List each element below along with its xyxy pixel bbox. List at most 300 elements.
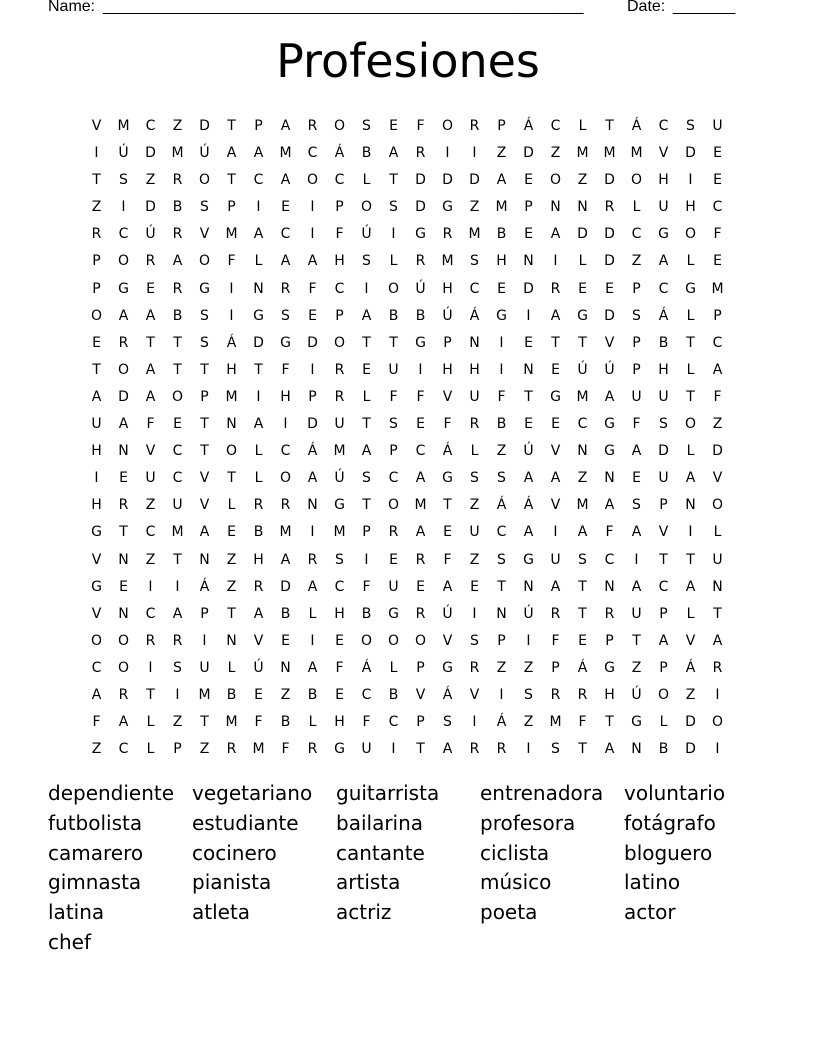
grid-letter[interactable]: B bbox=[172, 307, 183, 324]
grid-letter[interactable]: M bbox=[576, 388, 589, 405]
grid-letter[interactable]: I bbox=[175, 686, 180, 703]
grid-letter[interactable]: T bbox=[146, 334, 155, 351]
grid-letter[interactable]: M bbox=[549, 714, 562, 731]
grid-letter[interactable]: N bbox=[577, 443, 588, 460]
grid-letter[interactable]: I bbox=[553, 524, 558, 541]
grid-letter[interactable]: M bbox=[495, 199, 508, 216]
grid-letter[interactable]: A bbox=[307, 659, 318, 676]
grid-letter[interactable]: T bbox=[362, 416, 371, 433]
grid-letter[interactable]: Ú bbox=[442, 307, 453, 324]
grid-letter[interactable]: T bbox=[443, 497, 452, 514]
grid-letter[interactable]: H bbox=[226, 361, 237, 378]
grid-letter[interactable]: L bbox=[686, 443, 695, 460]
grid-letter[interactable]: Á bbox=[496, 714, 507, 731]
grid-letter[interactable]: G bbox=[334, 497, 345, 514]
grid-letter[interactable]: C bbox=[631, 226, 642, 243]
grid-letter[interactable]: N bbox=[523, 578, 534, 595]
grid-letter[interactable]: P bbox=[524, 199, 533, 216]
grid-letter[interactable]: A bbox=[550, 578, 561, 595]
grid-letter[interactable]: Ú bbox=[604, 361, 615, 378]
grid-letter[interactable]: V bbox=[199, 497, 210, 514]
grid-letter[interactable]: L bbox=[308, 714, 317, 731]
grid-letter[interactable]: A bbox=[118, 714, 129, 731]
grid-letter[interactable]: O bbox=[657, 686, 670, 703]
grid-letter[interactable]: Z bbox=[145, 172, 156, 189]
grid-letter[interactable]: P bbox=[227, 199, 236, 216]
grid-letter[interactable]: T bbox=[173, 361, 182, 378]
grid-letter[interactable]: C bbox=[145, 605, 156, 622]
grid-letter[interactable]: S bbox=[119, 172, 128, 189]
grid-letter[interactable]: D bbox=[604, 307, 615, 324]
grid-letter[interactable]: H bbox=[334, 714, 345, 731]
grid-letter[interactable]: B bbox=[253, 524, 264, 541]
grid-letter[interactable]: E bbox=[524, 226, 533, 243]
grid-letter[interactable]: S bbox=[659, 416, 668, 433]
grid-letter[interactable]: F bbox=[227, 253, 236, 270]
grid-letter[interactable]: B bbox=[361, 605, 372, 622]
grid-letter[interactable]: R bbox=[550, 686, 561, 703]
grid-letter[interactable]: A bbox=[361, 443, 372, 460]
grid-letter[interactable]: D bbox=[307, 334, 318, 351]
grid-letter[interactable]: R bbox=[172, 226, 183, 243]
grid-letter[interactable]: M bbox=[171, 145, 184, 162]
grid-letter[interactable]: E bbox=[92, 334, 101, 351]
grid-letter[interactable]: P bbox=[362, 524, 371, 541]
grid-letter[interactable]: E bbox=[335, 686, 344, 703]
grid-letter[interactable]: H bbox=[334, 605, 345, 622]
grid-letter[interactable]: R bbox=[469, 118, 480, 134]
grid-letter[interactable]: B bbox=[280, 605, 291, 622]
grid-letter[interactable]: D bbox=[415, 199, 426, 216]
grid-letter[interactable]: I bbox=[364, 280, 369, 297]
grid-letter[interactable]: Z bbox=[496, 443, 507, 460]
grid-letter[interactable]: N bbox=[604, 470, 615, 487]
grid-letter[interactable]: P bbox=[443, 334, 452, 351]
grid-letter[interactable]: I bbox=[418, 361, 423, 378]
grid-letter[interactable]: C bbox=[388, 470, 399, 487]
grid-letter[interactable]: E bbox=[389, 118, 398, 134]
grid-letter[interactable]: Ú bbox=[334, 470, 345, 487]
grid-letter[interactable]: O bbox=[549, 172, 562, 189]
grid-letter[interactable]: D bbox=[442, 172, 453, 189]
grid-letter[interactable]: I bbox=[634, 551, 639, 568]
grid-letter[interactable]: Z bbox=[577, 470, 588, 487]
grid-letter[interactable]: C bbox=[712, 199, 723, 216]
grid-letter[interactable]: E bbox=[281, 632, 290, 649]
grid-letter[interactable]: E bbox=[497, 280, 506, 297]
grid-letter[interactable]: R bbox=[712, 659, 723, 676]
grid-letter[interactable]: P bbox=[335, 199, 344, 216]
grid-letter[interactable]: P bbox=[416, 714, 425, 731]
grid-letter[interactable]: I bbox=[472, 714, 477, 731]
grid-letter[interactable]: L bbox=[686, 361, 695, 378]
grid-letter[interactable]: A bbox=[91, 388, 102, 405]
grid-letter[interactable]: C bbox=[334, 172, 345, 189]
grid-letter[interactable]: M bbox=[252, 741, 265, 758]
grid-letter[interactable]: T bbox=[605, 118, 614, 134]
grid-letter[interactable]: I bbox=[310, 632, 315, 649]
grid-letter[interactable]: V bbox=[658, 145, 669, 162]
grid-letter[interactable]: B bbox=[226, 686, 237, 703]
grid-letter[interactable]: I bbox=[499, 361, 504, 378]
grid-letter[interactable]: C bbox=[388, 714, 399, 731]
grid-letter[interactable]: D bbox=[145, 199, 156, 216]
grid-letter[interactable]: F bbox=[335, 226, 344, 243]
grid-letter[interactable]: R bbox=[172, 172, 183, 189]
grid-letter[interactable]: A bbox=[685, 470, 696, 487]
grid-letter[interactable]: E bbox=[416, 416, 425, 433]
grid-letter[interactable]: I bbox=[94, 145, 99, 162]
grid-letter[interactable]: O bbox=[441, 118, 454, 134]
grid-letter[interactable]: G bbox=[334, 741, 345, 758]
grid-letter[interactable]: S bbox=[470, 253, 479, 270]
grid-letter[interactable]: I bbox=[94, 470, 99, 487]
grid-letter[interactable]: N bbox=[631, 741, 642, 758]
grid-letter[interactable]: S bbox=[281, 307, 290, 324]
grid-letter[interactable]: S bbox=[578, 551, 587, 568]
grid-letter[interactable]: T bbox=[200, 714, 209, 731]
grid-letter[interactable]: F bbox=[632, 416, 641, 433]
grid-letter[interactable]: N bbox=[253, 280, 264, 297]
grid-letter[interactable]: I bbox=[553, 253, 558, 270]
grid-letter[interactable]: U bbox=[334, 416, 345, 433]
grid-letter[interactable]: V bbox=[658, 524, 669, 541]
grid-letter[interactable]: P bbox=[659, 659, 668, 676]
grid-letter[interactable]: I bbox=[310, 199, 315, 216]
grid-letter[interactable]: T bbox=[200, 443, 209, 460]
grid-letter[interactable]: V bbox=[415, 686, 426, 703]
grid-letter[interactable]: R bbox=[442, 226, 453, 243]
grid-letter[interactable]: H bbox=[658, 361, 669, 378]
grid-letter[interactable]: V bbox=[550, 497, 561, 514]
grid-letter[interactable]: N bbox=[523, 361, 534, 378]
grid-letter[interactable]: R bbox=[280, 497, 291, 514]
grid-letter[interactable]: T bbox=[119, 524, 128, 541]
grid-letter[interactable]: I bbox=[202, 632, 207, 649]
grid-letter[interactable]: M bbox=[198, 686, 211, 703]
grid-letter[interactable]: M bbox=[225, 388, 238, 405]
grid-letter[interactable]: N bbox=[685, 497, 696, 514]
grid-letter[interactable]: G bbox=[91, 578, 102, 595]
grid-letter[interactable]: E bbox=[254, 686, 263, 703]
grid-letter[interactable]: T bbox=[632, 632, 641, 649]
grid-letter[interactable]: E bbox=[470, 578, 479, 595]
grid-letter[interactable]: U bbox=[199, 659, 210, 676]
grid-letter[interactable]: D bbox=[145, 145, 156, 162]
grid-letter[interactable]: F bbox=[443, 551, 452, 568]
grid-letter[interactable]: A bbox=[712, 632, 723, 649]
grid-letter[interactable]: A bbox=[631, 524, 642, 541]
grid-letter[interactable]: I bbox=[148, 659, 153, 676]
grid-letter[interactable]: C bbox=[280, 443, 291, 460]
grid-letter[interactable]: O bbox=[225, 443, 238, 460]
grid-letter[interactable]: G bbox=[253, 307, 264, 324]
grid-letter[interactable]: O bbox=[414, 632, 427, 649]
grid-letter[interactable]: O bbox=[117, 632, 130, 649]
grid-letter[interactable]: T bbox=[92, 172, 101, 189]
grid-letter[interactable]: D bbox=[415, 172, 426, 189]
grid-letter[interactable]: B bbox=[496, 226, 507, 243]
grid-letter[interactable]: V bbox=[442, 388, 453, 405]
grid-letter[interactable]: V bbox=[91, 605, 102, 622]
grid-letter[interactable]: P bbox=[632, 361, 641, 378]
grid-letter[interactable]: P bbox=[335, 307, 344, 324]
grid-letter[interactable]: D bbox=[253, 334, 264, 351]
grid-letter[interactable]: Á bbox=[523, 118, 534, 134]
grid-letter[interactable]: A bbox=[604, 388, 615, 405]
grid-letter[interactable]: T bbox=[146, 686, 155, 703]
grid-letter[interactable]: R bbox=[550, 280, 561, 297]
grid-letter[interactable]: D bbox=[685, 145, 696, 162]
grid-letter[interactable]: I bbox=[283, 416, 288, 433]
grid-letter[interactable]: F bbox=[254, 714, 263, 731]
grid-letter[interactable]: P bbox=[92, 280, 101, 297]
grid-letter[interactable]: D bbox=[469, 172, 480, 189]
grid-letter[interactable]: O bbox=[117, 253, 130, 270]
grid-letter[interactable]: A bbox=[388, 145, 399, 162]
grid-letter[interactable]: T bbox=[578, 578, 587, 595]
grid-letter[interactable]: T bbox=[227, 118, 236, 134]
grid-letter[interactable]: C bbox=[496, 524, 507, 541]
grid-letter[interactable]: U bbox=[550, 551, 561, 568]
grid-letter[interactable]: O bbox=[711, 714, 724, 731]
grid-letter[interactable]: S bbox=[497, 551, 506, 568]
grid-letter[interactable]: Ú bbox=[523, 443, 534, 460]
grid-letter[interactable]: D bbox=[199, 118, 210, 134]
grid-letter[interactable]: R bbox=[334, 361, 345, 378]
grid-letter[interactable]: A bbox=[280, 253, 291, 270]
grid-letter[interactable]: R bbox=[307, 741, 318, 758]
grid-letter[interactable]: F bbox=[335, 659, 344, 676]
grid-letter[interactable]: Á bbox=[442, 443, 453, 460]
grid-letter[interactable]: C bbox=[361, 686, 372, 703]
grid-letter[interactable]: Z bbox=[469, 199, 480, 216]
grid-letter[interactable]: G bbox=[199, 280, 210, 297]
grid-letter[interactable]: A bbox=[145, 388, 156, 405]
grid-letter[interactable]: D bbox=[523, 145, 534, 162]
grid-letter[interactable]: L bbox=[686, 307, 695, 324]
grid-letter[interactable]: S bbox=[173, 659, 182, 676]
grid-letter[interactable]: S bbox=[389, 416, 398, 433]
grid-letter[interactable]: Ú bbox=[415, 280, 426, 297]
grid-letter[interactable]: P bbox=[173, 741, 182, 758]
grid-letter[interactable]: A bbox=[550, 470, 561, 487]
grid-letter[interactable]: A bbox=[307, 253, 318, 270]
grid-letter[interactable]: C bbox=[253, 172, 264, 189]
grid-letter[interactable]: T bbox=[578, 741, 587, 758]
grid-letter[interactable]: A bbox=[253, 145, 264, 162]
grid-letter[interactable]: O bbox=[387, 280, 400, 297]
grid-letter[interactable]: R bbox=[469, 741, 480, 758]
grid-letter[interactable]: O bbox=[360, 632, 373, 649]
grid-letter[interactable]: Ú bbox=[145, 226, 156, 243]
grid-letter[interactable]: E bbox=[227, 524, 236, 541]
grid-letter[interactable]: F bbox=[416, 388, 425, 405]
grid-letter[interactable]: A bbox=[280, 551, 291, 568]
grid-letter[interactable]: T bbox=[200, 361, 209, 378]
grid-letter[interactable]: Z bbox=[280, 686, 291, 703]
grid-letter[interactable]: A bbox=[604, 741, 615, 758]
grid-letter[interactable]: Z bbox=[91, 199, 102, 216]
grid-letter[interactable]: E bbox=[173, 416, 182, 433]
grid-letter[interactable]: A bbox=[496, 172, 507, 189]
grid-letter[interactable]: O bbox=[171, 388, 184, 405]
grid-letter[interactable]: Z bbox=[631, 253, 642, 270]
grid-letter[interactable]: Á bbox=[361, 659, 372, 676]
grid-letter[interactable]: Z bbox=[496, 145, 507, 162]
grid-letter[interactable]: O bbox=[684, 226, 697, 243]
grid-letter[interactable]: T bbox=[173, 334, 182, 351]
grid-letter[interactable]: Z bbox=[712, 416, 723, 433]
grid-letter[interactable]: N bbox=[550, 199, 561, 216]
grid-letter[interactable]: T bbox=[713, 605, 722, 622]
grid-letter[interactable]: I bbox=[256, 388, 261, 405]
grid-letter[interactable]: T bbox=[524, 388, 533, 405]
grid-letter[interactable]: T bbox=[389, 172, 398, 189]
grid-letter[interactable]: A bbox=[172, 605, 183, 622]
grid-letter[interactable]: F bbox=[416, 118, 425, 134]
grid-letter[interactable]: S bbox=[335, 551, 344, 568]
grid-letter[interactable]: Z bbox=[469, 497, 480, 514]
grid-letter[interactable]: C bbox=[145, 524, 156, 541]
grid-letter[interactable]: M bbox=[225, 226, 238, 243]
grid-letter[interactable]: F bbox=[713, 226, 722, 243]
grid-letter[interactable]: H bbox=[334, 253, 345, 270]
grid-letter[interactable]: G bbox=[415, 226, 426, 243]
grid-letter[interactable]: L bbox=[686, 605, 695, 622]
grid-letter[interactable]: H bbox=[685, 199, 696, 216]
grid-letter[interactable]: U bbox=[658, 470, 669, 487]
grid-letter[interactable]: M bbox=[279, 145, 292, 162]
grid-letter[interactable]: Á bbox=[334, 145, 345, 162]
grid-letter[interactable]: Z bbox=[685, 686, 696, 703]
grid-letter[interactable]: U bbox=[91, 416, 102, 433]
grid-letter[interactable]: Z bbox=[226, 551, 237, 568]
grid-letter[interactable]: M bbox=[279, 524, 292, 541]
grid-letter[interactable]: E bbox=[416, 578, 425, 595]
grid-letter[interactable]: S bbox=[362, 253, 371, 270]
grid-letter[interactable]: E bbox=[713, 253, 722, 270]
grid-letter[interactable]: S bbox=[389, 199, 398, 216]
grid-letter[interactable]: F bbox=[308, 280, 317, 297]
grid-letter[interactable]: A bbox=[658, 253, 669, 270]
grid-letter[interactable]: C bbox=[658, 578, 669, 595]
grid-letter[interactable]: G bbox=[658, 226, 669, 243]
grid-letter[interactable]: E bbox=[146, 280, 155, 297]
grid-letter[interactable]: Á bbox=[685, 659, 696, 676]
grid-letter[interactable]: Z bbox=[523, 714, 534, 731]
grid-letter[interactable]: A bbox=[253, 226, 264, 243]
grid-letter[interactable]: O bbox=[630, 172, 643, 189]
grid-letter[interactable]: E bbox=[524, 416, 533, 433]
grid-letter[interactable]: L bbox=[632, 199, 641, 216]
grid-letter[interactable]: N bbox=[523, 253, 534, 270]
grid-letter[interactable]: D bbox=[658, 443, 669, 460]
grid-letter[interactable]: S bbox=[200, 307, 209, 324]
grid-letter[interactable]: F bbox=[605, 524, 614, 541]
grid-letter[interactable]: C bbox=[658, 280, 669, 297]
grid-letter[interactable]: I bbox=[526, 307, 531, 324]
grid-letter[interactable]: T bbox=[686, 388, 695, 405]
grid-letter[interactable]: U bbox=[145, 470, 156, 487]
grid-letter[interactable]: L bbox=[254, 253, 263, 270]
grid-letter[interactable]: U bbox=[361, 741, 372, 758]
grid-letter[interactable]: A bbox=[226, 145, 237, 162]
grid-letter[interactable]: U bbox=[388, 361, 399, 378]
grid-letter[interactable]: O bbox=[306, 172, 319, 189]
grid-letter[interactable]: R bbox=[145, 632, 156, 649]
grid-letter[interactable]: E bbox=[524, 172, 533, 189]
grid-letter[interactable]: F bbox=[281, 361, 290, 378]
grid-letter[interactable]: S bbox=[200, 199, 209, 216]
grid-letter[interactable]: I bbox=[688, 524, 693, 541]
grid-letter[interactable]: E bbox=[281, 199, 290, 216]
grid-letter[interactable]: T bbox=[686, 334, 695, 351]
grid-letter[interactable]: L bbox=[713, 524, 722, 541]
grid-letter[interactable]: A bbox=[442, 578, 453, 595]
grid-letter[interactable]: U bbox=[658, 199, 669, 216]
grid-letter[interactable]: A bbox=[415, 470, 426, 487]
grid-letter[interactable]: T bbox=[578, 605, 587, 622]
grid-letter[interactable]: E bbox=[551, 416, 560, 433]
grid-letter[interactable]: A bbox=[631, 443, 642, 460]
grid-letter[interactable]: I bbox=[310, 226, 315, 243]
grid-letter[interactable]: P bbox=[200, 605, 209, 622]
grid-letter[interactable]: T bbox=[92, 361, 101, 378]
grid-letter[interactable]: P bbox=[551, 659, 560, 676]
grid-letter[interactable]: N bbox=[118, 443, 129, 460]
grid-letter[interactable]: R bbox=[172, 632, 183, 649]
grid-letter[interactable]: Z bbox=[199, 741, 210, 758]
grid-letter[interactable]: I bbox=[391, 741, 396, 758]
grid-letter[interactable]: I bbox=[121, 199, 126, 216]
grid-letter[interactable]: F bbox=[389, 388, 398, 405]
grid-letter[interactable]: Z bbox=[631, 659, 642, 676]
grid-letter[interactable]: I bbox=[715, 686, 720, 703]
grid-letter[interactable]: Ú bbox=[523, 605, 534, 622]
grid-letter[interactable]: R bbox=[334, 388, 345, 405]
grid-letter[interactable]: L bbox=[146, 741, 155, 758]
grid-letter[interactable]: T bbox=[416, 741, 425, 758]
grid-letter[interactable]: A bbox=[685, 578, 696, 595]
grid-letter[interactable]: C bbox=[577, 416, 588, 433]
grid-letter[interactable]: P bbox=[308, 388, 317, 405]
grid-letter[interactable]: E bbox=[308, 307, 317, 324]
grid-letter[interactable]: S bbox=[470, 632, 479, 649]
grid-letter[interactable]: P bbox=[659, 605, 668, 622]
grid-letter[interactable]: L bbox=[146, 714, 155, 731]
grid-letter[interactable]: L bbox=[362, 388, 371, 405]
grid-letter[interactable]: D bbox=[604, 253, 615, 270]
grid-letter[interactable]: V bbox=[253, 632, 264, 649]
grid-letter[interactable]: B bbox=[658, 741, 669, 758]
grid-letter[interactable]: U bbox=[469, 524, 480, 541]
grid-letter[interactable]: M bbox=[171, 524, 184, 541]
grid-letter[interactable]: F bbox=[146, 416, 155, 433]
grid-letter[interactable]: T bbox=[389, 334, 398, 351]
grid-letter[interactable]: U bbox=[388, 578, 399, 595]
grid-letter[interactable]: P bbox=[200, 388, 209, 405]
grid-letter[interactable]: O bbox=[117, 361, 130, 378]
grid-letter[interactable]: G bbox=[523, 551, 534, 568]
grid-letter[interactable]: R bbox=[415, 253, 426, 270]
grid-letter[interactable]: A bbox=[415, 524, 426, 541]
grid-letter[interactable]: N bbox=[496, 605, 507, 622]
grid-letter[interactable]: V bbox=[604, 334, 615, 351]
grid-letter[interactable]: E bbox=[578, 632, 587, 649]
grid-letter[interactable]: E bbox=[713, 145, 722, 162]
grid-letter[interactable]: M bbox=[711, 280, 724, 297]
